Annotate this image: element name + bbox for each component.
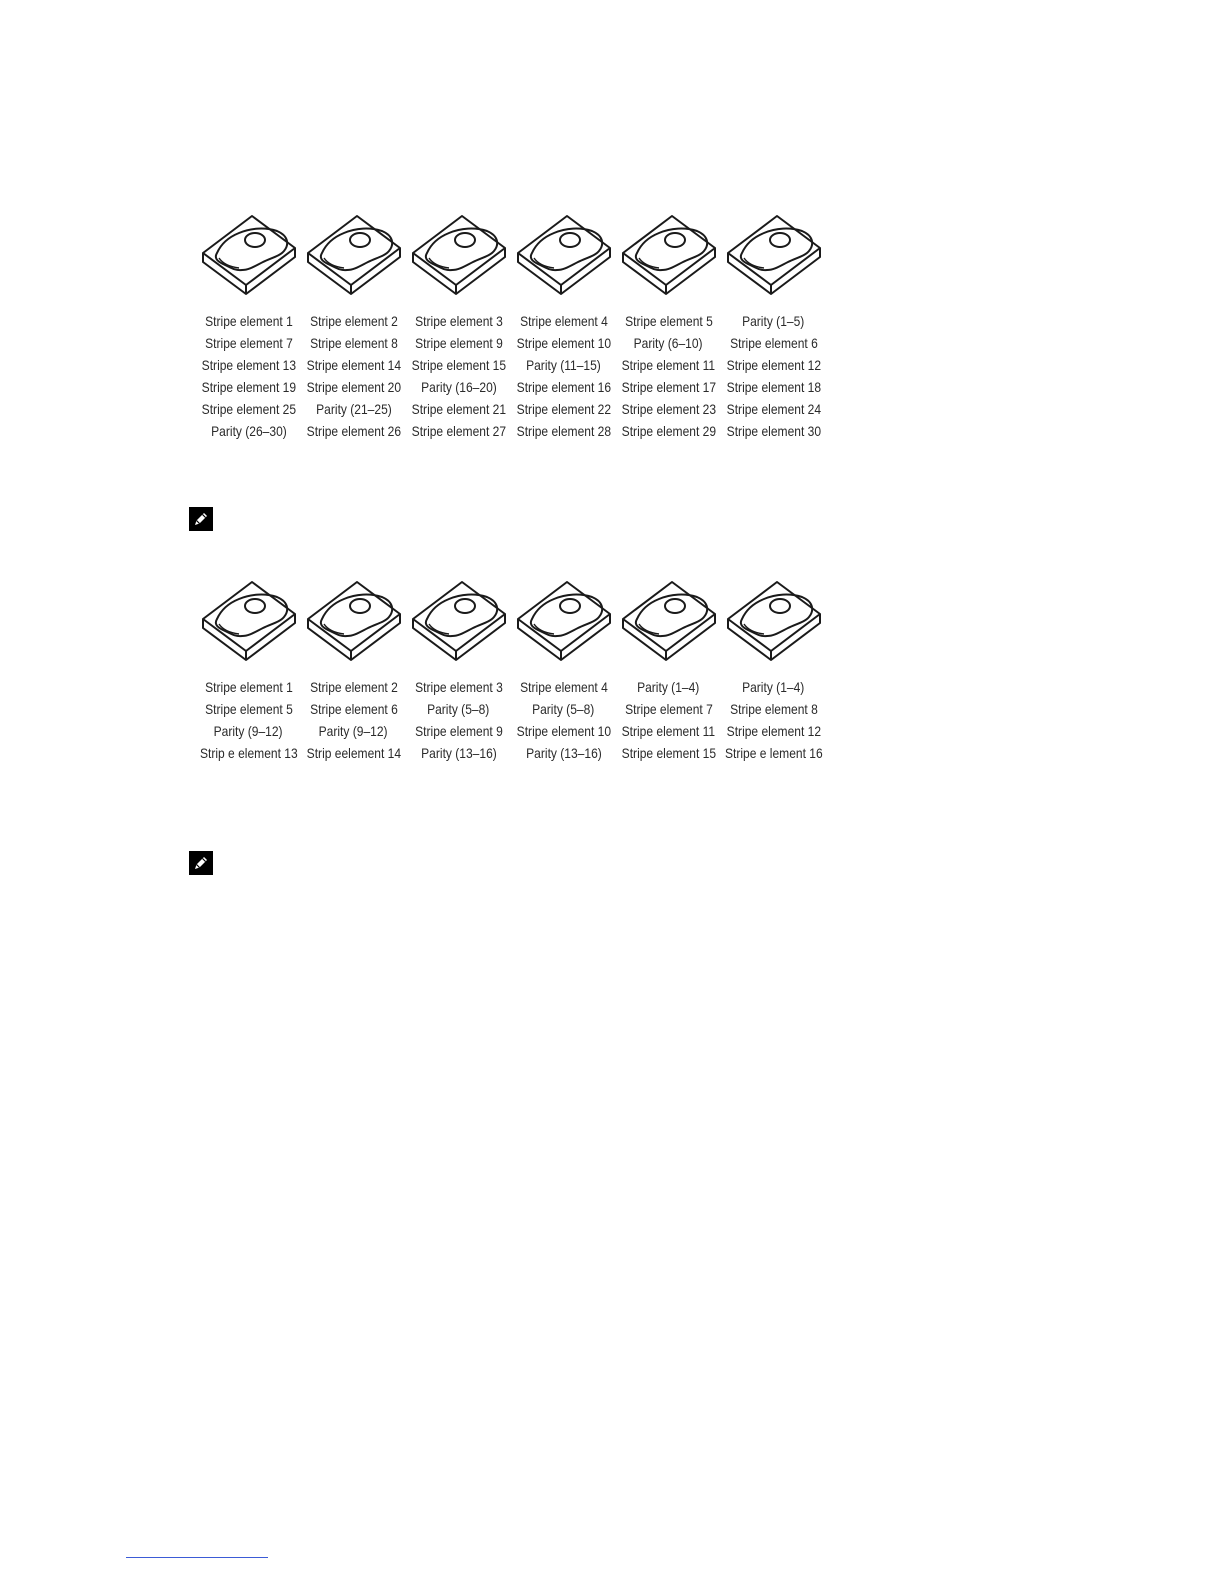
disk-column-2: [301, 676, 406, 764]
stripe-table: [196, 676, 826, 764]
stripe-cell: Stripe element 1: [204, 679, 293, 695]
stripe-cell: Stripe element 22: [516, 401, 611, 417]
stripe-cell: Stripe element 2: [309, 313, 398, 329]
stripe-cell: Stripe element 9: [414, 723, 503, 739]
stripe-cell: Stripe element 8: [309, 335, 398, 351]
disk-column-1: [196, 676, 301, 764]
stripe-cell: Stripe element 4: [519, 679, 608, 695]
hard-drive-icon: [406, 576, 511, 668]
stripe-cell: Stripe element 11: [621, 723, 716, 739]
stripe-cell: Parity (5–8): [427, 701, 490, 717]
hard-drive-icon: [511, 576, 616, 668]
stripe-cell: Stripe element 15: [411, 357, 506, 373]
stripe-cell: Stripe element 30: [726, 423, 821, 439]
stripe-cell: Stripe element 11: [621, 357, 716, 373]
raid5-figure: [196, 210, 826, 442]
stripe-cell: Parity (1–5): [742, 313, 805, 329]
stripe-cell: Parity (1–4): [637, 679, 700, 695]
disk-column-5: [616, 676, 721, 764]
disk-row: [196, 210, 826, 302]
stripe-cell: Stripe element 16: [516, 379, 611, 395]
stripe-cell: Stripe element 7: [204, 335, 293, 351]
stripe-cell: Parity (21–25): [315, 401, 392, 417]
stripe-cell: Stripe element 3: [414, 313, 503, 329]
stripe-cell: Stripe element 10: [516, 723, 611, 739]
disk-column-4: [511, 310, 616, 442]
stripe-cell: Stripe element 2: [309, 679, 398, 695]
stripe-cell: Stripe element 17: [621, 379, 716, 395]
stripe-cell: Stripe element 24: [726, 401, 821, 417]
disk-row: [196, 576, 826, 668]
hard-drive-icon: [721, 576, 826, 668]
stripe-cell: Parity (9–12): [214, 723, 283, 739]
hard-drive-icon: [301, 210, 406, 302]
pencil-note-icon: [188, 850, 214, 876]
stripe-cell: Stripe element 1: [204, 313, 293, 329]
hard-drive-icon: [406, 210, 511, 302]
stripe-cell: Parity (1–4): [742, 679, 805, 695]
disk-column-6: [721, 676, 826, 764]
stripe-cell: Strip e element 13: [199, 745, 298, 761]
stripe-table: [196, 310, 826, 442]
stripe-cell: Parity (6–10): [634, 335, 703, 351]
stripe-cell: Stripe element 21: [411, 401, 506, 417]
stripe-cell: Stripe element 28: [516, 423, 611, 439]
stripe-cell: Stripe element 25: [201, 401, 296, 417]
stripe-cell: Stripe element 15: [621, 745, 716, 761]
stripe-cell: Stripe element 12: [726, 723, 821, 739]
disk-column-5: [616, 310, 721, 442]
stripe-cell: Strip eelement 14: [306, 745, 401, 761]
stripe-cell: Parity (13–16): [420, 745, 497, 761]
hard-drive-icon: [301, 576, 406, 668]
stripe-cell: Stripe element 6: [309, 701, 398, 717]
stripe-cell: Stripe element 6: [729, 335, 818, 351]
stripe-cell: Parity (13–16): [525, 745, 602, 761]
stripe-cell: Stripe e lement 16: [724, 745, 823, 761]
hard-drive-icon: [616, 210, 721, 302]
stripe-cell: Stripe element 5: [624, 313, 713, 329]
disk-column-1: [196, 310, 301, 442]
stripe-cell: Parity (5–8): [532, 701, 595, 717]
hard-drive-icon: [616, 576, 721, 668]
hard-drive-icon: [196, 210, 301, 302]
stripe-cell: Stripe element 8: [729, 701, 818, 717]
pencil-note-icon: [188, 506, 214, 532]
stripe-cell: Stripe element 4: [519, 313, 608, 329]
stripe-cell: Stripe element 19: [201, 379, 296, 395]
stripe-cell: Stripe element 18: [726, 379, 821, 395]
stripe-cell: Stripe element 29: [621, 423, 716, 439]
stripe-cell: Stripe element 9: [414, 335, 503, 351]
stripe-cell: Stripe element 3: [414, 679, 503, 695]
stripe-cell: Parity (16–20): [420, 379, 497, 395]
stripe-cell: Stripe element 7: [624, 701, 713, 717]
stripe-cell: Stripe element 23: [621, 401, 716, 417]
hard-drive-icon: [511, 210, 616, 302]
disk-column-3: [406, 310, 511, 442]
stripe-cell: Stripe element 5: [204, 701, 293, 717]
stripe-cell: Stripe element 13: [201, 357, 296, 373]
stripe-cell: Stripe element 27: [411, 423, 506, 439]
stripe-cell: Stripe element 26: [306, 423, 401, 439]
disk-column-4: [511, 676, 616, 764]
hard-drive-icon: [721, 210, 826, 302]
stripe-cell: Stripe element 12: [726, 357, 821, 373]
stripe-cell: Parity (26–30): [210, 423, 287, 439]
raid6-figure: [196, 576, 826, 764]
stripe-cell: Parity (11–15): [526, 357, 601, 373]
disk-column-3: [406, 676, 511, 764]
stripe-cell: Stripe element 20: [306, 379, 401, 395]
disk-column-2: [301, 310, 406, 442]
stripe-cell: Parity (9–12): [319, 723, 388, 739]
footer-link-line[interactable]: [126, 1557, 268, 1558]
stripe-cell: Stripe element 14: [306, 357, 401, 373]
hard-drive-icon: [196, 576, 301, 668]
stripe-cell: Stripe element 10: [516, 335, 611, 351]
disk-column-6: [721, 310, 826, 442]
